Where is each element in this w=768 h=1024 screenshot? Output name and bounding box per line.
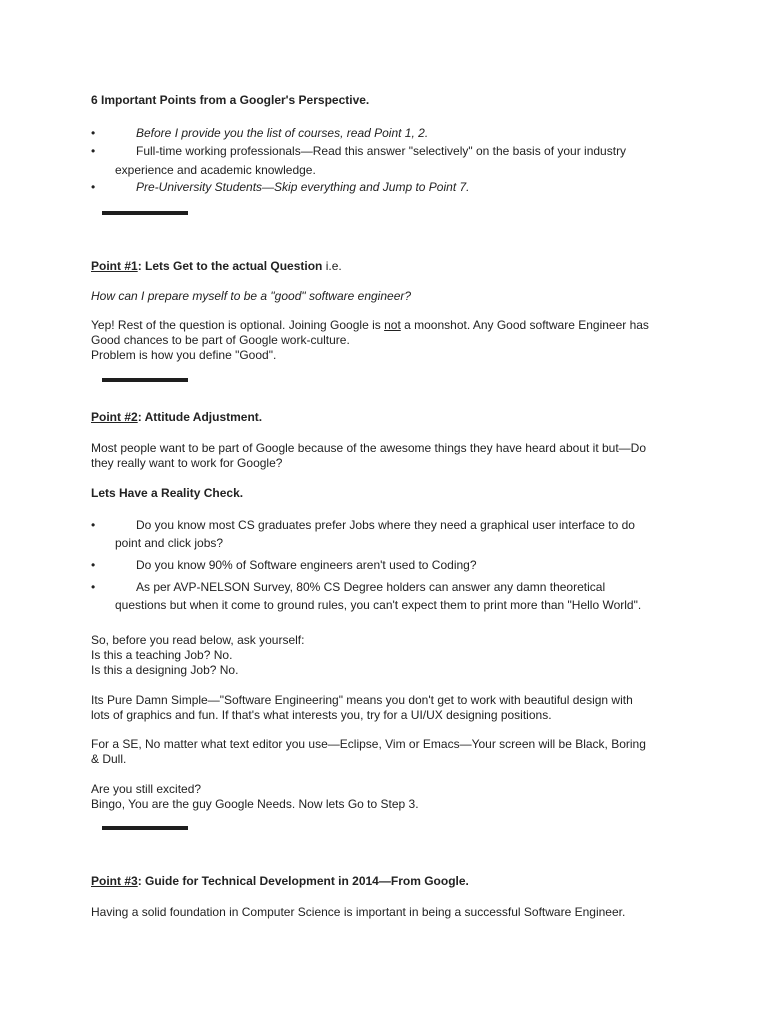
point-1-paragraph-line-2: Good chances to be part of Google work-culture. bbox=[91, 333, 350, 347]
text-run: a moonshot. Any Good software Engineer has bbox=[400, 318, 649, 332]
simple-paragraph-line-1: Its Pure Damn Simple—"Software Engineering" means you don't get to work with beautiful design with bbox=[91, 693, 633, 707]
point-2-heading bbox=[91, 410, 262, 424]
section-divider bbox=[102, 211, 188, 215]
excited-line-2: Bingo, You are the guy Google Needs. Now lets Go to Step 3. bbox=[91, 797, 419, 811]
list-item-text: Do you know 90% of Software engineers aren't used to Coding? bbox=[136, 558, 477, 572]
bullet-marker: • bbox=[91, 518, 96, 532]
list-item-text: Full-time working professionals—Read this answer "selectively" on the basis of your industry bbox=[136, 144, 627, 158]
point-1-heading bbox=[91, 259, 342, 273]
point-2-label: Point #2 bbox=[91, 410, 138, 424]
excited-line-1: Are you still excited? bbox=[91, 782, 202, 796]
bullet-marker: • bbox=[91, 126, 96, 140]
point-3-title: : Guide for Technical Development in 2014—From Google. bbox=[137, 874, 469, 888]
list-item-text: Before I provide you the list of courses, read Point 1, 2. bbox=[136, 126, 429, 140]
point-1-suffix: i.e. bbox=[322, 259, 342, 273]
bullet-marker: • bbox=[91, 180, 96, 194]
point-2-title: : Attitude Adjustment. bbox=[137, 410, 263, 424]
list-item-text: Pre-University Students—Skip everything and Jump to Point 7. bbox=[136, 180, 470, 194]
ask-yourself-line-3: Is this a designing Job? No. bbox=[91, 663, 239, 677]
section-divider bbox=[102, 826, 188, 830]
point-2-paragraph-line-2: they really want to work for Google? bbox=[91, 456, 283, 470]
reality-check-heading: Lets Have a Reality Check. bbox=[91, 486, 244, 500]
bullet-marker: • bbox=[91, 580, 96, 594]
underlined-word: not bbox=[384, 318, 401, 332]
point-1-paragraph-line-1 bbox=[91, 318, 649, 332]
point-1-question: How can I prepare myself to be a "good" software engineer? bbox=[91, 289, 412, 303]
text-run: Yep! Rest of the question is optional. Joining Google is bbox=[91, 318, 385, 332]
section-divider bbox=[102, 378, 188, 382]
point-1-paragraph-line-3: Problem is how you define "Good". bbox=[91, 348, 277, 362]
bullet-marker: • bbox=[91, 144, 96, 158]
list-item-text-continued: questions but when it come to ground rules, you can't expect them to print more than "Hello World". bbox=[115, 598, 642, 612]
list-item-text: As per AVP-NELSON Survey, 80% CS Degree holders can answer any damn theoretical bbox=[136, 580, 606, 594]
list-item-text-continued: experience and academic knowledge. bbox=[115, 163, 316, 177]
point-1-title: : Lets Get to the actual Question bbox=[137, 259, 323, 273]
list-item-text: Do you know most CS graduates prefer Jobs where they need a graphical user interface to do bbox=[136, 518, 635, 532]
bullet-marker: • bbox=[91, 558, 96, 572]
point-3-paragraph: Having a solid foundation in Computer Science is important in being a successful Software Engineer. bbox=[91, 905, 626, 919]
point-3-heading bbox=[91, 874, 469, 888]
point-3-label: Point #3 bbox=[91, 874, 138, 888]
document-title: 6 Important Points from a Googler's Perspective. bbox=[91, 93, 370, 107]
se-paragraph-line-1: For a SE, No matter what text editor you use—Eclipse, Vim or Emacs—Your screen will be Black, Boring bbox=[91, 737, 646, 751]
point-1-label: Point #1 bbox=[91, 259, 138, 273]
ask-yourself-line-2: Is this a teaching Job? No. bbox=[91, 648, 233, 662]
ask-yourself-line-1: So, before you read below, ask yourself: bbox=[91, 633, 305, 647]
se-paragraph-line-2: & Dull. bbox=[91, 752, 127, 766]
simple-paragraph-line-2: lots of graphics and fun. If that's what interests you, try for a UI/UX designing positions. bbox=[91, 708, 552, 722]
list-item-text-continued: point and click jobs? bbox=[115, 536, 224, 550]
point-2-paragraph-line-1: Most people want to be part of Google because of the awesome things they have heard about it but—Do bbox=[91, 441, 647, 455]
